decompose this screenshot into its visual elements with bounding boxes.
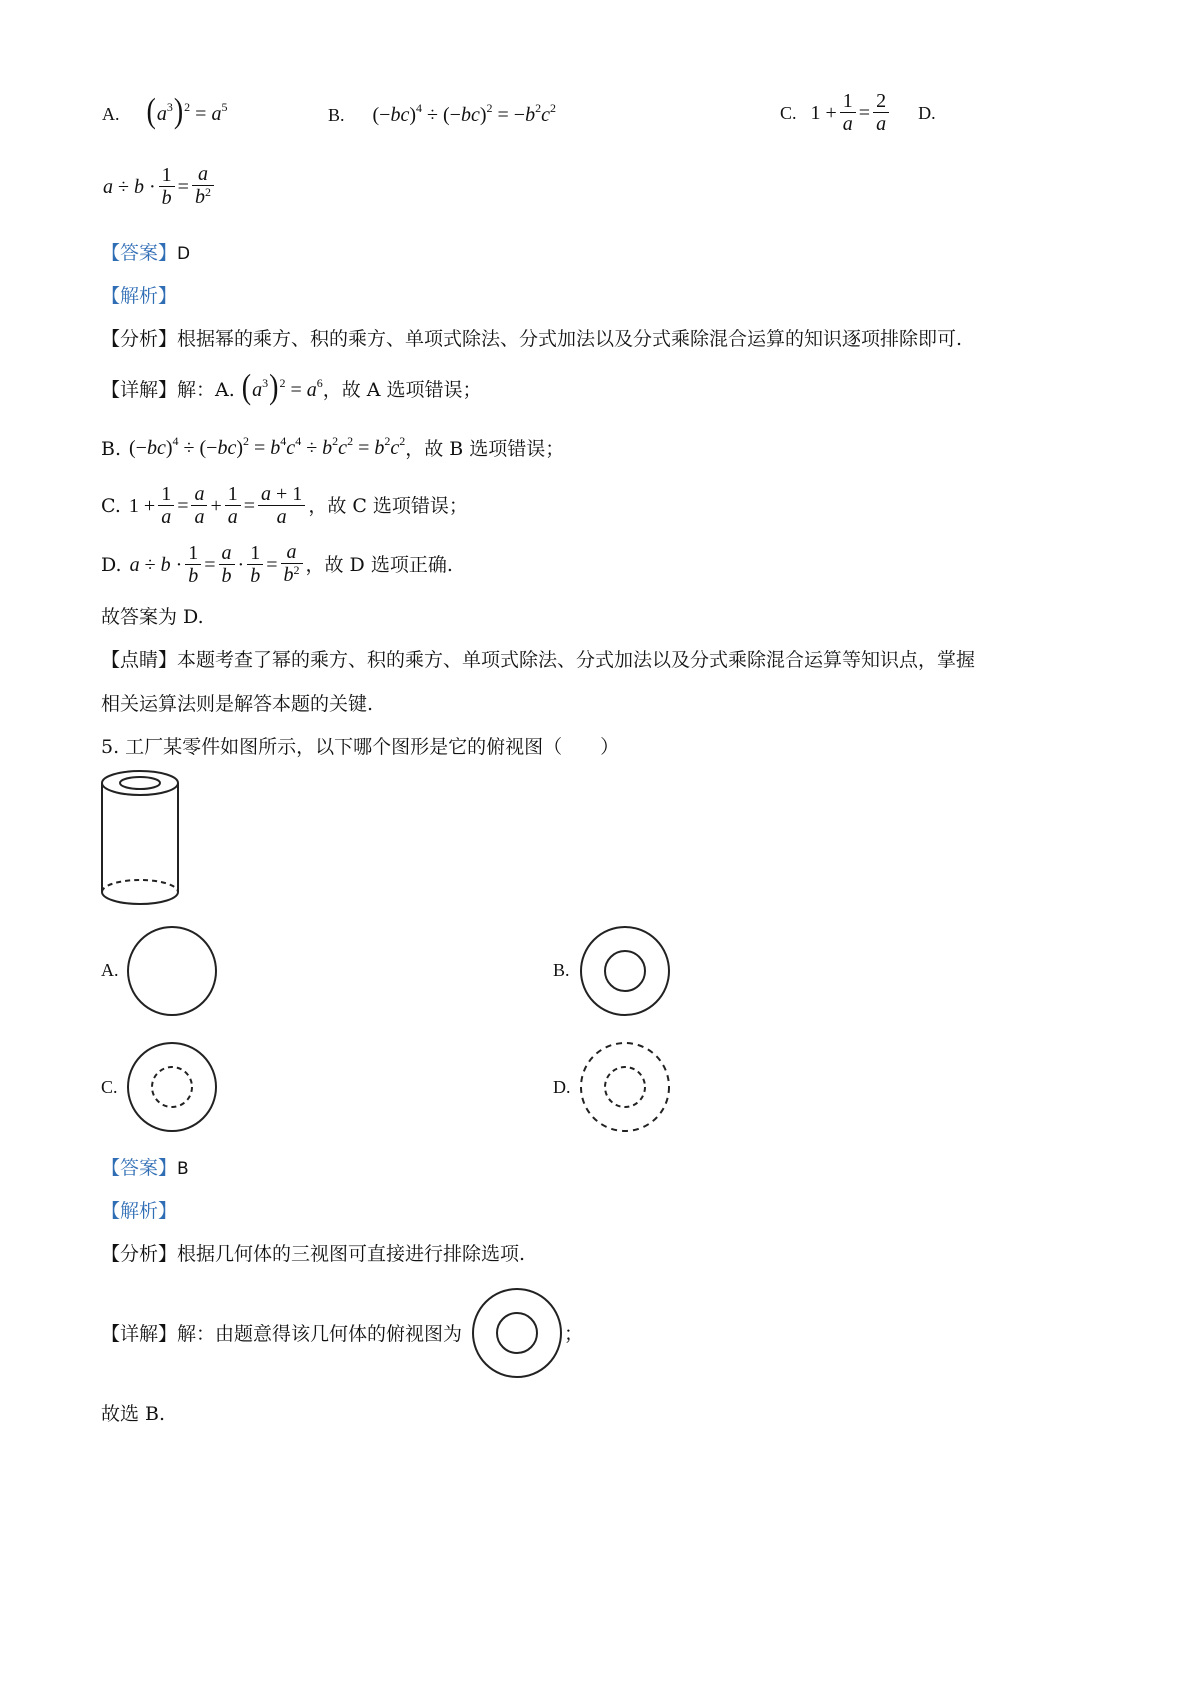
xiangjie-tag: 【详解】 xyxy=(101,379,178,401)
answer-tag: 【答案】 xyxy=(101,242,178,264)
q4-option-a: A. $(a^3)^2 = a^5$ xyxy=(102,92,228,131)
q4-option-d-formula: a ÷ b · $\frac{1}{b}$ = $\frac{a}{b^2}$ xyxy=(103,163,217,210)
q4-option-b-label: B. xyxy=(328,105,345,125)
q4-option-b: B. $(-bc)^4 \div (-bc)^2 = -b^2c^2$ xyxy=(328,101,556,126)
q5-conclusion: 故选 B. xyxy=(101,1403,166,1425)
q4-xiangjie-b: B. $(-bc)^4 \div (-bc)^2 = b^4c^4 \div b^2c^2 = b^2c^2$ ，故 B 选项错误； xyxy=(101,434,565,460)
q5-option-c-label: C. xyxy=(101,1077,118,1097)
q5-option-c-figure xyxy=(125,1040,219,1134)
q4-conclusion: 故答案为 D. xyxy=(101,606,204,628)
q5-option-d-figure xyxy=(578,1040,672,1134)
a-result: ，故 A 选项错误； xyxy=(322,379,482,401)
q5-fenxi xyxy=(101,1242,525,1266)
q4-option-c-label: C. xyxy=(780,102,797,123)
q4-dianjing-line2: 相关运算法则是解答本题的关键. xyxy=(101,693,374,715)
fenxi-text: 根据几何体的三视图可直接进行排除选项. xyxy=(177,1243,526,1265)
q4-analysis-heading xyxy=(101,284,177,308)
q4-option-a-label: A. xyxy=(102,104,120,124)
d-prefix: D. xyxy=(101,553,122,576)
q5-xiangjie-end: ； xyxy=(564,1323,584,1345)
q4-xiangjie-a: 【详解】 解：A. $(a^3)^2 = a^6$ ，故 A 选项错误； xyxy=(101,368,482,407)
q5-analysis-heading xyxy=(101,1199,177,1223)
q5-question: 5. 工厂某零件如图所示，以下哪个图形是它的俯视图（ ） xyxy=(101,736,620,758)
answer-value: D xyxy=(177,244,191,264)
q5-answer-figure xyxy=(470,1286,564,1380)
q5-option-b-label: B. xyxy=(553,960,570,980)
q5-xiangjie xyxy=(101,1322,462,1346)
analysis-tag: 【解析】 xyxy=(101,285,178,307)
b-result: ，故 B 选项错误； xyxy=(405,438,565,460)
q5-answer xyxy=(101,1156,189,1181)
q4-fenxi xyxy=(101,327,962,351)
fenxi-text: 根据幂的乘方、积的乘方、单项式除法、分式加法以及分式乘除混合运算的知识逐项排除即可. xyxy=(177,328,963,350)
dianjing-line1: 本题考查了幂的乘方、积的乘方、单项式除法、分式加法以及分式乘除混合运算等知识点，掌握 xyxy=(177,649,976,671)
d-result: ，故 D 选项正确. xyxy=(305,553,453,576)
hollow-cylinder-figure xyxy=(96,768,186,910)
q4-option-d-label: D. xyxy=(918,102,936,123)
q4-xiangjie-d: D. a ÷ b · $\frac{1}{b}$ = $\frac{a}{b}$ · $\frac{1}{b}$ = $\frac{a}{b^2}$ ，故 D 选项正确. xyxy=(101,541,453,587)
b-prefix: B. xyxy=(101,438,122,460)
c-result: ，故 C 选项错误； xyxy=(308,494,468,517)
answer-value: B xyxy=(177,1159,189,1179)
q4-option-c: C. 1 + $\frac{1}{a}$ = $\frac{2}{a}$ D. xyxy=(780,90,936,135)
dianjing-tag: 【点睛】 xyxy=(101,649,178,671)
fenxi-tag: 【分析】 xyxy=(101,1243,178,1265)
q5-option-a-figure xyxy=(125,924,219,1018)
c-prefix: C. xyxy=(101,494,121,517)
q5-option-d-label: D. xyxy=(553,1077,571,1097)
q5-option-b-figure xyxy=(578,924,672,1018)
q4-dianjing-line1 xyxy=(101,648,975,672)
q4-xiangjie-c: C. 1 + $\frac{1}{a}$ = $\frac{a}{a}$ + $\frac{1}{a}$ = $\frac{a + 1}{a}$ ，故 C 选项错误； xyxy=(101,483,468,528)
q4-answer xyxy=(101,241,190,266)
fenxi-tag: 【分析】 xyxy=(101,328,178,350)
answer-tag: 【答案】 xyxy=(101,1157,178,1179)
xiangjie-tag: 【详解】 xyxy=(101,1323,178,1345)
analysis-tag: 【解析】 xyxy=(101,1200,178,1222)
xiangjie-prefix: 解：A. xyxy=(177,379,235,401)
q5-option-a-label: A. xyxy=(101,960,119,980)
xiangjie-text: 解：由题意得该几何体的俯视图为 xyxy=(177,1323,463,1345)
